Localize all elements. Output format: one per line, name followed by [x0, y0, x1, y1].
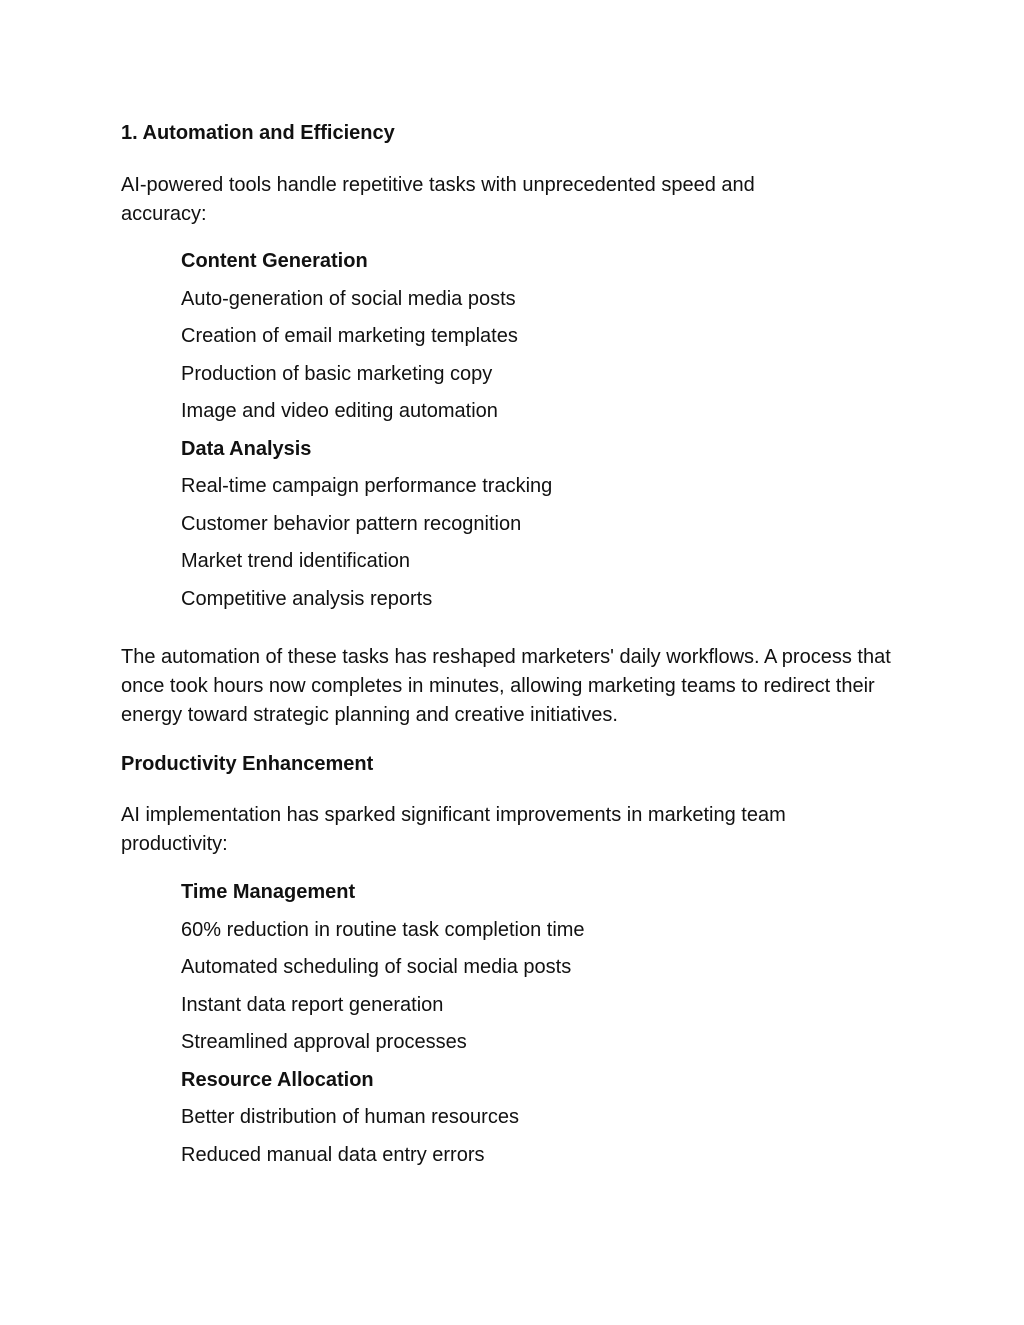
sublist-productivity: [121, 874, 585, 1174]
section-outro-automation: The automation of these tasks has reshaped marketers' daily workflows. A process that once took hours now completes in minutes, allowing marketing teams to redirect their energy toward strategic planning and creative initiatives.: [121, 646, 891, 726]
list-item: Automated scheduling of social media posts: [181, 956, 572, 978]
list-item: Real-time campaign performance tracking: [181, 475, 553, 497]
group-title-resource-allocation: Resource Allocation: [181, 1068, 374, 1091]
section-intro-automation: AI-powered tools handle repetitive tasks with unprecedented speed and accuracy:: [121, 174, 755, 225]
list-item: Market trend identification: [181, 550, 411, 572]
list-item: Customer behavior pattern recognition: [181, 512, 522, 535]
list-item: Competitive analysis reports: [181, 587, 433, 610]
group-title-content-generation: Content Generation: [181, 250, 368, 272]
list-item: Streamlined approval processes: [181, 1031, 467, 1053]
list-item: Production of basic marketing copy: [181, 362, 493, 385]
list-item: 60% reduction in routine task completion time: [181, 918, 585, 941]
list-item: Instant data report generation: [181, 993, 444, 1016]
section-heading-productivity: Productivity Enhancement: [121, 753, 374, 775]
list-item: Image and video editing automation: [181, 400, 498, 422]
group-title-data-analysis: Data Analysis: [181, 437, 312, 460]
list-item: Creation of email marketing templates: [181, 325, 518, 347]
section-heading-automation: 1. Automation and Efficiency: [121, 122, 395, 144]
list-item: Reduced manual data entry errors: [181, 1143, 485, 1166]
section-intro-productivity: AI implementation has sparked significant improvements in marketing team productivity:: [121, 804, 786, 855]
sublist-automation: [121, 243, 552, 618]
list-item: Auto-generation of social media posts: [181, 287, 516, 310]
group-title-time-management: Time Management: [181, 881, 356, 903]
list-item: Better distribution of human resources: [181, 1106, 519, 1128]
